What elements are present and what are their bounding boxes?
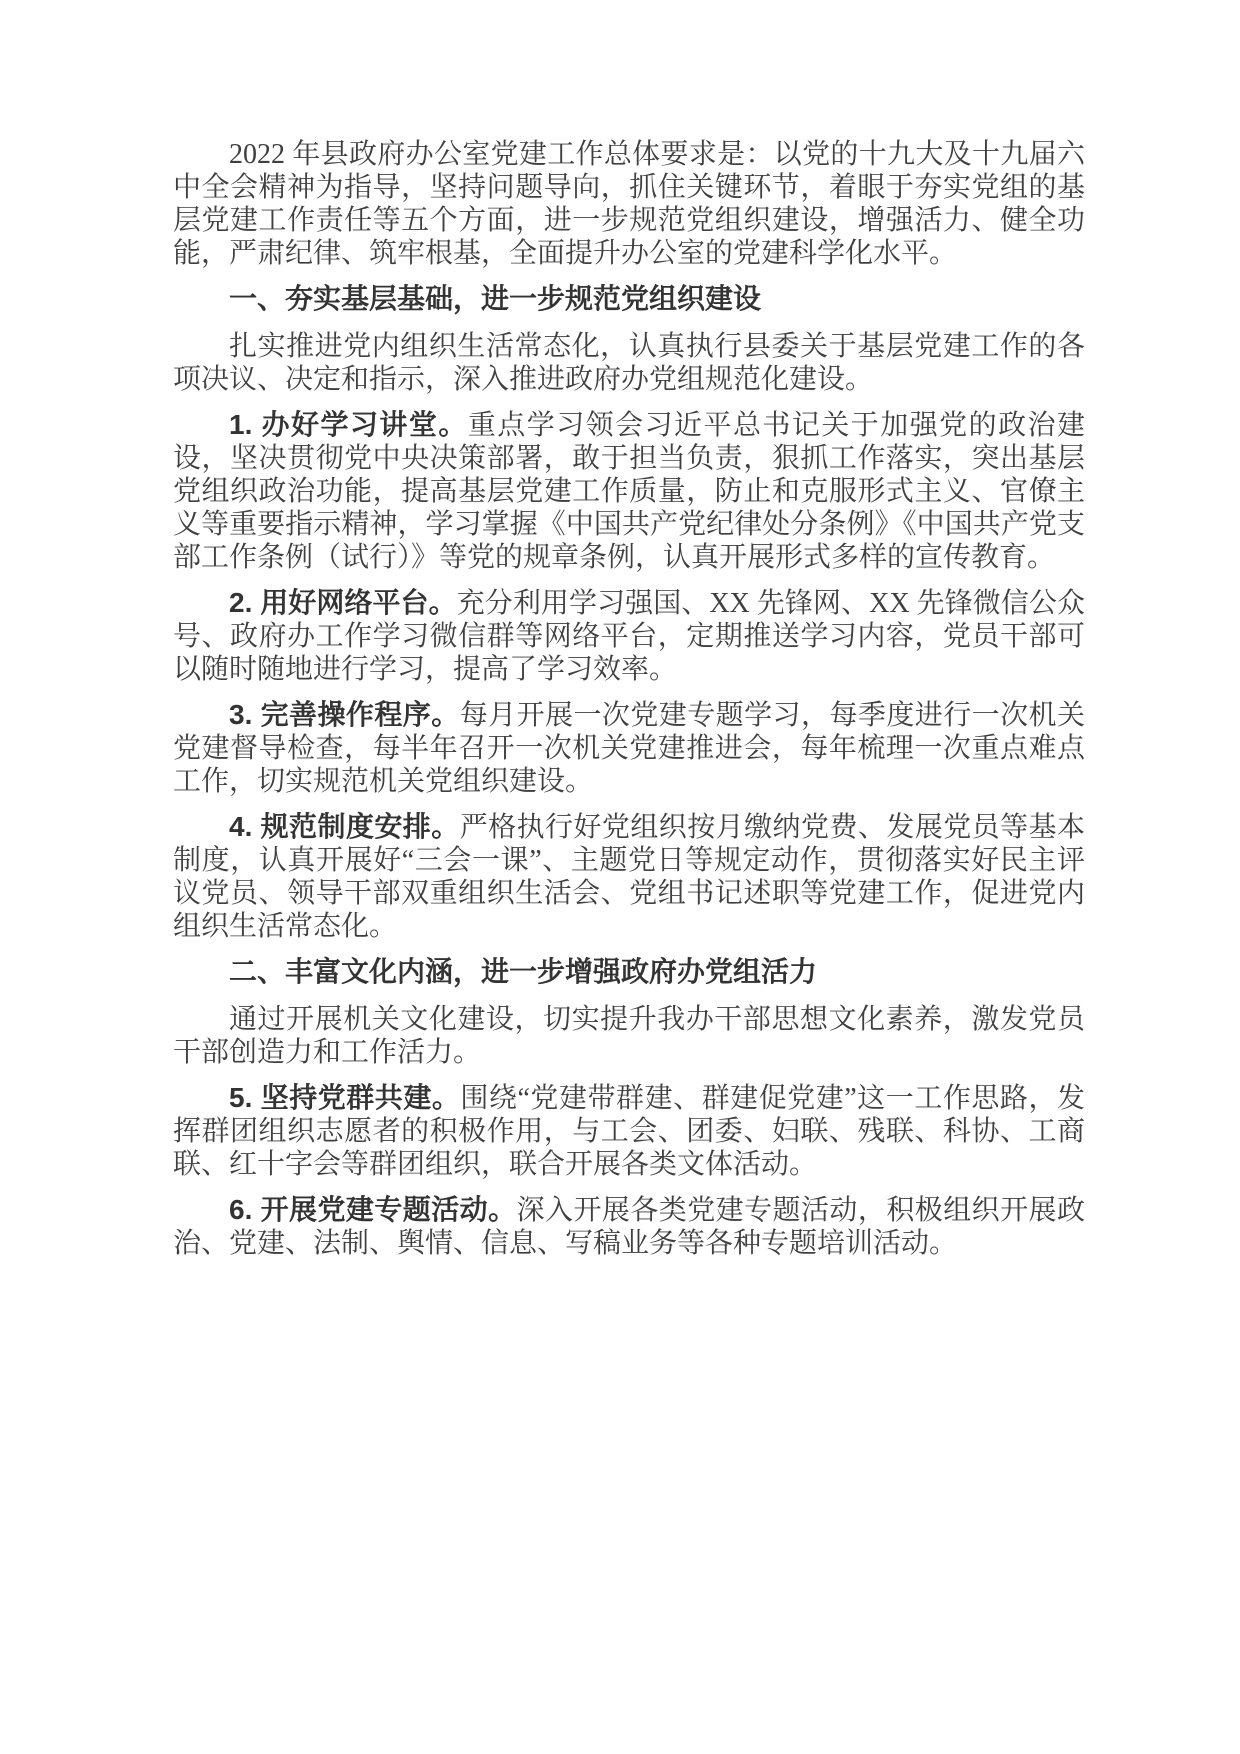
- numbered-item-1-text: 重点学习领会习近平总书记关于加强党的政治建设，坚决贯彻党中央决策部署，敢于担当负责，狠抓工作落实，突出基层党组织政治功能，提高基层党建工作质量，防止和克服形式主义、官僚主义等重要指示精神，学习掌握《中国共产党纪律处分条例》《中国共产党支部工作条例（试行）》等党的规章条例，认真开展形式多样的宣传教育。: [173, 410, 1085, 573]
- numbered-item-1-label: 1. 办好学习讲堂。: [229, 409, 468, 440]
- intro-paragraph: 2022 年县政府办公室党建工作总体要求是：以党的十九大及十九届六中全会精神为指导，坚持问题导向，抓住关键环节，着眼于夯实党组的基层党建工作责任等五个方面，进一步规范党组织建设，增强活力、健全功能，严肃纪律、筑牢根基，全面提升办公室的党建科学化水平。: [173, 139, 1085, 269]
- document-content: [173, 138, 1085, 1272]
- numbered-item-2: [173, 586, 1085, 686]
- numbered-item-4-label: 4. 规范制度安排。: [229, 811, 460, 842]
- numbered-item-5-label: 5. 坚持党群共建。: [229, 1082, 461, 1113]
- numbered-item-3: [173, 698, 1085, 798]
- numbered-item-6-label: 6. 开展党建专题活动。: [229, 1194, 517, 1225]
- numbered-item-3-label: 3. 完善操作程序。: [229, 699, 460, 730]
- numbered-item-6-text: 深入开展各类党建专题活动，积极组织开展政治、党建、法制、舆情、信息、写稿业务等各种专题培训活动。: [173, 1195, 1085, 1259]
- numbered-item-1: [173, 408, 1085, 574]
- numbered-item-2-text: 充分利用学习强国、XX 先锋网、XX 先锋微信公众号、政府办工作学习微信群等网络平台，定期推送学习内容，党员干部可以随时随地进行学习，提高了学习效率。: [173, 588, 1085, 685]
- section-1-heading: 一、夯实基层基础，进一步规范党组织建设: [229, 283, 762, 314]
- section-2-lead-paragraph: 通过开展机关文化建设，切实提升我办干部思想文化素养，激发党员干部创造力和工作活力。: [173, 1004, 1085, 1068]
- numbered-item-3-text: 每月开展一次党建专题学习，每季度进行一次机关党建督导检查，每半年召开一次机关党建推进会，每年梳理一次重点难点工作，切实规范机关党组织建设。: [173, 700, 1085, 797]
- numbered-item-2-label: 2. 用好网络平台。: [229, 587, 457, 618]
- section-1-lead-paragraph: 扎实推进党内组织生活常态化，认真执行县委关于基层党建工作的各项决议、决定和指示，深入推进政府办党组规范化建设。: [173, 331, 1085, 395]
- numbered-item-4-text: 严格执行好党组织按月缴纳党费、发展党员等基本制度，认真开展好“三会一课”、主题党日等规定动作，贯彻落实好民主评议党员、领导干部双重组织生活会、党组书记述职等党建工作，促进党内组织生活常态化。: [173, 812, 1085, 942]
- section-2-heading: 二、丰富文化内涵，进一步增强政府办党组活力: [229, 956, 818, 987]
- numbered-item-6: [173, 1193, 1085, 1260]
- numbered-item-5-text: 围绕“党建带群建、群建促党建”这一工作思路，发挥群团组织志愿者的积极作用，与工会、团委、妇联、残联、科协、工商联、红十字会等群团组织，联合开展各类文体活动。: [173, 1083, 1085, 1180]
- numbered-item-4: [173, 810, 1085, 943]
- numbered-item-5: [173, 1081, 1085, 1181]
